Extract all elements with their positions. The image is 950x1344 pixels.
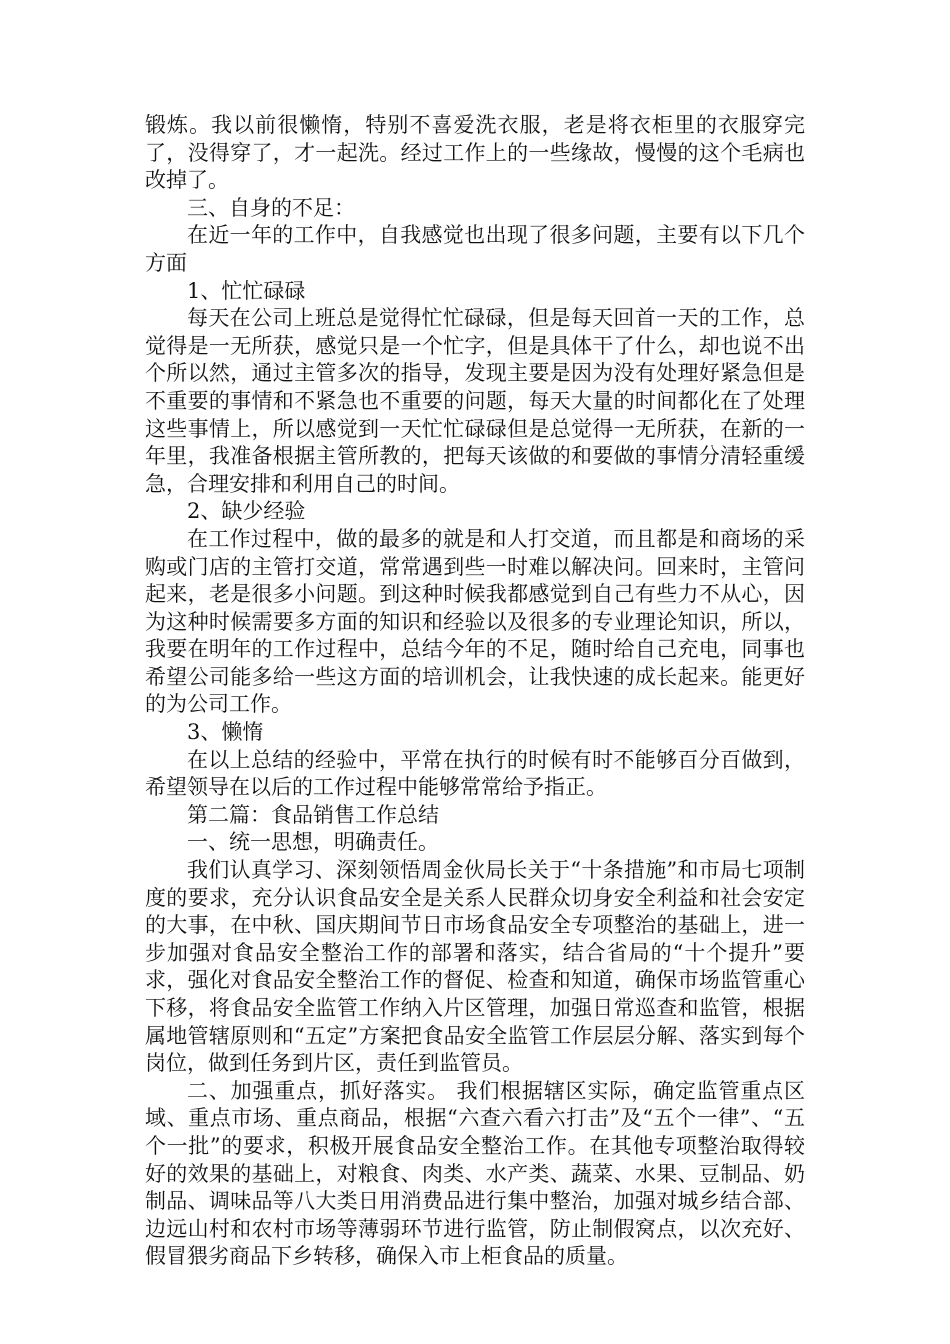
paragraph: 每天在公司上班总是觉得忙忙碌碌，但是每天回首一天的工作，总觉得是一无所获，感觉只是一个忙字，但是具体干了什么，却也说不出个所以然，通过主管多次的指导，发现主要是因为没有处理好紧急但是不重要的事情和不紧急也不重要的问题，每天大量的时间都化在了处理这些事情上，所以感觉到一天忙忙碌碌但是总觉得一无所获，在新的一年里，我准备根据主管所教的，把每天该做的和要做的事情分清轻重缓急，合理安排和利用自己的时间。 — [145, 306, 805, 496]
document-body — [145, 112, 805, 1271]
paragraph: 在近一年的工作中，自我感觉也出现了很多问题，主要有以下几个方面 — [145, 223, 805, 275]
subheading-busy: 1、忙忙碌碌 — [187, 278, 306, 303]
paragraph: 我们认真学习、深刻领悟周金伙局长关于“十条措施”和市局七项制度的要求，充分认识食品安全是关系人民群众切身安全利益和社会安定的大事，在中秋、国庆期间节日市场食品安全专项整治的基础上，进一步加强对食品安全整治工作的部署和落实，结合省局的“十个提升”要求，强化对食品安全整治工作的督促、检查和知道，确保市场监管重心下移，将食品安全监管工作纳入片区管理，加强日常巡查和监管，根据属地管辖原则和“五定”方案把食品安全监管工作层层分解、落实到每个岗位，做到任务到片区，责任到监管员。 — [145, 858, 805, 1076]
section-heading-shortcomings: 三、自身的不足： — [187, 195, 355, 220]
paragraph-continued: 锻炼。我以前很懒惰，特别不喜爱洗衣服，老是将衣柜里的衣服穿完了，没得穿了，才一起洗。经过工作上的一些缘故，慢慢的这个毛病也改掉了。 — [145, 113, 805, 193]
chapter-title: 第二篇：食品销售工作总结 — [187, 802, 439, 827]
paragraph: 在工作过程中，做的最多的就是和人打交道，而且都是和商场的采购或门店的主管打交道，常常遇到些一时难以解决问。回来时，主管问起来，老是很多小问题。到这种时候我都感觉到自己有些力不从心，因为这种时候需要多方面的知识和经验以及很多的专业理论知识，所以，我要在明年的工作过程中，总结今年的不足，随时给自己充电，同事也希望公司能多给一些这方面的培训机会，让我快速的成长起来。能更好的为公司工作。 — [145, 526, 805, 717]
paragraph: 二、加强重点，抓好落实。 我们根据辖区实际，确定监管重点区域、重点市场、重点商品，根据“六查六看六打击”及“五个一律”、“五个一批”的要求，积极开展食品安全整治工作。在其他专项整治取得较好的效果的基础上，对粮食、肉类、水产类、蔬菜、水果、豆制品、奶制品、调味品等八大类日用消费品进行集中整治，加强对城乡结合部、边远山村和农村市场等薄弱环节进行监管，防止制假窝点，以次充好、假冒猥劣商品下乡转移，确保入市上柜食品的质量。 — [145, 1078, 805, 1269]
paragraph: 在以上总结的经验中，平常在执行的时候有时不能够百分百做到，希望领导在以后的工作过程中能够常常给予指正。 — [145, 747, 805, 800]
section-heading-unify: 一、统一思想，明确责任。 — [187, 830, 439, 855]
subheading-lack-experience: 2、缺少经验 — [187, 499, 306, 524]
subheading-laziness: 3、懒惰 — [187, 720, 264, 745]
